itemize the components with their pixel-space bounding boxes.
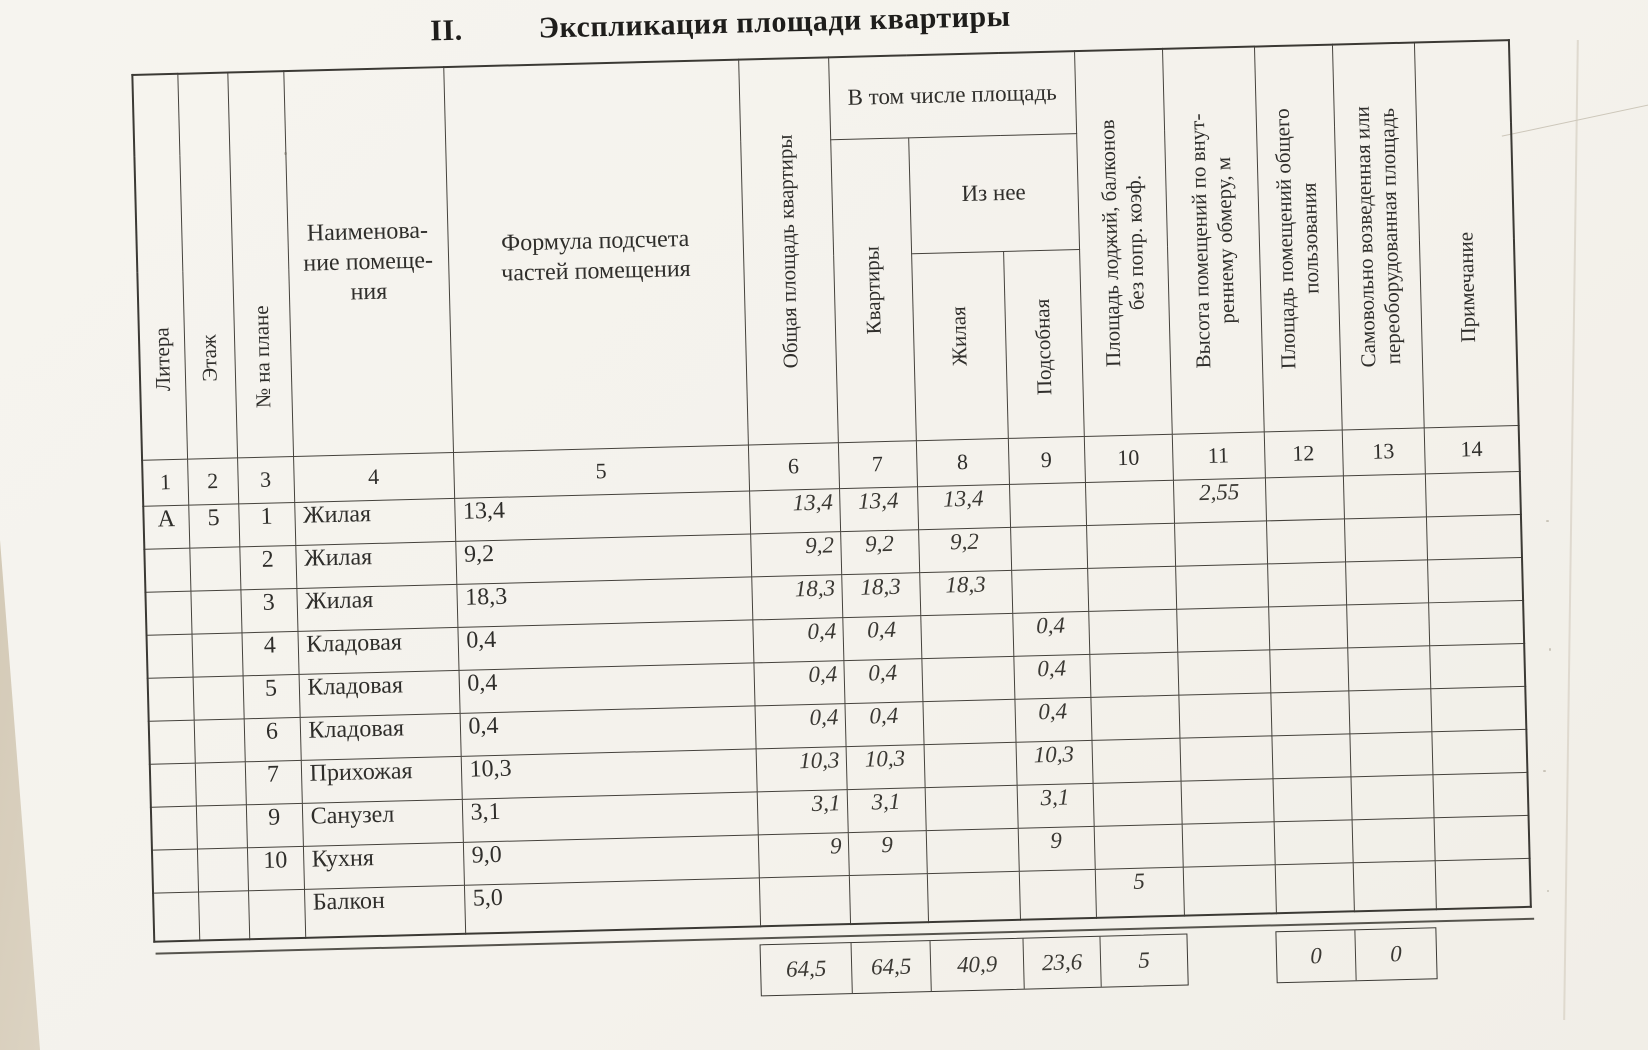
cell-living-area [920,613,1013,658]
header-group-of-it: Из нее [908,133,1079,253]
cell-litera [144,548,190,592]
cell-height [1183,864,1276,915]
cell-floor [194,718,245,762]
total-area-sum: 64,5 [761,943,853,995]
cell-flat-area [843,658,922,703]
scan-speck [1547,890,1549,892]
cell-height [1181,778,1274,823]
cell-loggia-area [1094,824,1183,869]
cell-note [1428,600,1524,645]
cell-plan-number: 2 [239,545,296,589]
header-unauthorized-area [1332,43,1424,430]
cell-plan-number: 7 [245,760,302,804]
cell-room-name: Жилая [295,541,456,588]
explication-table [131,39,1532,943]
cell-total-area-value: 0,4 [807,617,837,644]
document-content [130,0,1550,982]
cell-plan-number: 4 [241,631,298,675]
cell-room-name: Прихожая [301,756,462,803]
header-row-1 [132,40,1511,157]
column-number: 12 [1264,429,1343,477]
header-note [1414,40,1519,427]
cell-plan-number: 1 [238,502,295,546]
cell-total-area [757,789,848,834]
cell-auxiliary-area [1017,783,1094,828]
cell-auxiliary-area-value: 3,1 [1040,783,1070,810]
header-plan-number-label: № на плане [248,304,276,409]
cell-auxiliary-area-value: 9 [1049,827,1063,853]
cell-total-area-value: 9,2 [804,531,835,558]
cell-auxiliary-area [1013,654,1090,699]
cell-height [1176,606,1269,651]
cell-auxiliary-area [1009,482,1086,527]
cell-floor [193,675,244,719]
cell-loggia-area [1090,695,1179,740]
cell-common-area [1273,776,1352,821]
column-number: 3 [237,456,294,503]
cell-flat-area [844,701,923,746]
cell-living-area [917,484,1010,529]
cell-auxiliary-area [1011,568,1088,613]
cell-total-area [759,875,850,926]
cell-flat-area [841,572,920,617]
cell-common-area [1271,733,1350,778]
cell-flat-area-value: 13,4 [857,487,899,514]
cell-formula: 0,4 [458,662,754,712]
cell-formula: 13,4 [454,490,750,540]
scan-speck [1543,770,1546,772]
cell-formula: 3,1 [462,791,758,841]
total-auxiliary-sum: 23,6 [1023,937,1101,989]
cell-total-area-value: 13,4 [792,488,834,515]
cell-loggia-area [1086,523,1175,568]
cell-flat-area-value: 9 [880,831,894,857]
cell-note [1429,643,1525,688]
cell-flat-area [848,830,927,875]
cell-total-area-value: 10,3 [798,746,840,773]
header-plan-number [227,71,293,457]
header-height-label: Высота помещений по внут- реннему обмеру, м [1184,113,1239,369]
cell-litera [147,634,193,678]
cell-floor [198,890,249,940]
cell-height [1173,477,1266,522]
cell-room-name: Жилая [294,498,455,545]
header-floor-label: Этаж [196,334,222,382]
cell-floor [196,804,247,848]
cell-formula: 0,4 [460,705,756,755]
cell-note [1430,686,1526,731]
header-common-area-label: Площадь помещений общего пользования [1269,107,1324,370]
cell-formula: 18,3 [456,576,752,626]
cell-common-area [1268,604,1347,649]
cell-litera [152,849,198,893]
cell-unauthorized-area [1348,688,1431,733]
cell-flat-area [847,787,926,832]
cell-formula: 0,4 [457,619,753,669]
header-total-area [738,57,838,444]
header-unauthorized-area-label: Самовольно возведенная или переоборудованная площадь [1349,105,1406,368]
cell-total-area [751,574,842,619]
cell-total-area-value: 9 [829,832,842,859]
cell-auxiliary-area [1014,697,1091,742]
cell-living-area [927,871,1020,922]
header-flat-area-label: Квартиры [859,245,886,335]
cell-auxiliary-area-value: 10,3 [1033,740,1075,767]
cell-litera [151,806,197,850]
cell-flat-area-value: 0,4 [868,659,898,686]
total-loggia-sum: 5 [1137,947,1151,973]
cell-flat-area [839,486,918,531]
cell-total-area-value: 18,3 [794,574,836,601]
cell-loggia-area [1085,480,1174,525]
cell-flat-area [849,873,928,924]
column-number: 4 [293,452,454,502]
cell-plan-number: 3 [240,588,297,632]
cell-total-area-value: 3,1 [811,789,841,816]
document-title [430,0,1011,48]
cell-flat-area [846,744,925,789]
cell-total-area-value: 0,4 [808,660,838,687]
cell-common-area [1266,518,1345,563]
cell-loggia-area [1089,652,1178,697]
cell-total-area [756,746,847,791]
cell-living-area-value: 13,4 [942,485,984,512]
column-number: 2 [187,457,238,504]
cell-auxiliary-area-value: 0,4 [1038,698,1068,724]
cell-note [1426,514,1522,559]
cell-common-area [1265,475,1344,520]
cell-room-name: Кухня [303,842,464,889]
cell-plan-number: 10 [247,846,304,890]
cell-auxiliary-area [1012,611,1089,656]
cell-plan-number: 6 [244,717,301,761]
header-loggia-area [1074,49,1172,436]
cell-loggia-area-value: 5 [1132,868,1146,894]
cell-litera [150,763,196,807]
cell-living-area [921,656,1014,701]
header-litera-label: Литера [149,326,175,392]
totals-box-zero [1275,927,1437,983]
column-number: 9 [1008,436,1085,484]
cell-plan-number: 9 [246,803,303,847]
cell-living-area [926,828,1019,873]
cell-loggia-area [1093,781,1182,826]
column-number: 11 [1172,431,1265,479]
cell-common-area [1267,561,1346,606]
cell-common-area [1270,690,1349,735]
cell-note [1427,557,1523,602]
cell-living-area-value: 9,2 [949,528,980,554]
header-flat-area [830,137,916,442]
cell-litera [149,720,195,764]
page-title: Экспликация площади квартиры [538,0,1011,45]
cell-room-name: Жилая [296,584,457,631]
cell-room-name: Кладовая [297,627,458,674]
cell-total-area [752,617,843,662]
cell-litera [148,677,194,721]
cell-room-name: Кладовая [300,713,461,760]
cell-living-area [924,742,1017,787]
cell-room-name: Балкон [304,885,465,938]
cell-total-area [750,531,841,576]
cell-flat-area [840,529,919,574]
cell-floor [197,847,248,891]
header-living-area [911,251,1008,440]
cell-total-area [758,832,849,877]
column-number: 5 [453,444,749,497]
cell-height [1179,735,1272,780]
cell-unauthorized-area [1344,516,1427,561]
cell-loggia-area [1091,738,1180,783]
cell-note [1435,858,1531,909]
cell-auxiliary-area-value: 0,4 [1036,655,1067,681]
header-auxiliary-area-label: Подсобная [1029,298,1057,396]
cell-unauthorized-area [1343,473,1426,518]
total-flat-sum: 64,5 [852,941,932,993]
column-number: 10 [1084,434,1173,482]
cell-flat-area [842,615,921,660]
cell-plan-number: 5 [243,674,300,718]
cell-height [1174,520,1267,565]
cell-total-area-value: 0,4 [809,703,839,730]
cell-unauthorized-area [1346,602,1429,647]
totals-box-areas [760,934,1189,997]
cell-unauthorized-area [1347,645,1430,690]
cell-flat-area-value: 18,3 [860,573,901,600]
cell-litera [153,892,199,942]
column-number: 1 [142,459,188,506]
cell-flat-area-value: 3,1 [871,788,901,814]
cell-flat-area-value: 10,3 [864,745,906,772]
cell-living-area [919,570,1012,615]
header-room-name: Наименова- ние помеще- ния [283,67,453,456]
cell-unauthorized-area [1353,860,1436,911]
cell-height [1178,692,1271,737]
column-number: 14 [1424,425,1520,473]
cell-formula: 9,0 [463,834,759,884]
cell-height [1175,563,1268,608]
cell-unauthorized-area [1352,817,1435,862]
cell-total-area [753,660,844,705]
cell-room-name: Кладовая [299,670,460,717]
cell-flat-area-value: 0,4 [869,702,899,729]
cell-flat-area-value: 9,2 [864,530,895,557]
cell-common-area [1275,862,1354,913]
cell-floor: 5 [188,503,239,547]
cell-total-area [749,488,840,533]
cell-room-name: Санузел [302,799,463,846]
header-group-including: В том числе площадь [828,51,1076,139]
header-auxiliary-area [1003,249,1084,438]
total-unauthorized-sum: 0 [1389,941,1403,967]
column-number: 7 [838,440,917,488]
cell-total-area [754,703,845,748]
column-number: 6 [748,442,839,490]
cell-litera: А [143,505,189,549]
header-height [1162,47,1264,434]
cell-loggia-area [1095,867,1184,918]
cell-note [1434,815,1530,860]
cell-litera [145,591,191,635]
total-living-sum: 40,9 [931,939,1025,991]
cell-formula: 5,0 [464,877,760,933]
cell-unauthorized-area [1349,731,1432,776]
total-common-sum: 0 [1276,930,1356,982]
cell-auxiliary-area [1018,826,1095,871]
cell-height [1177,649,1270,694]
cell-floor [189,546,240,590]
cell-unauthorized-area [1350,774,1433,819]
cell-note [1432,772,1528,817]
cell-living-area [925,785,1018,830]
cell-unauthorized-area [1345,559,1428,604]
header-common-area [1254,45,1342,432]
cell-floor [191,632,242,676]
cell-plan-number [248,889,305,939]
cell-flat-area-value: 0,4 [866,616,897,643]
cell-floor [190,589,241,633]
cell-living-area [922,699,1015,744]
paper-fold-line [1563,40,1579,1020]
column-number: 13 [1342,427,1425,475]
header-note-label: Примечание [1453,232,1481,344]
cell-living-area-value: 18,3 [945,571,986,598]
cell-common-area [1269,647,1348,692]
header-living-area-label: Жилая [946,306,972,367]
scan-speck [1546,520,1549,522]
scan-speck [1549,648,1551,651]
cell-loggia-area [1087,566,1176,611]
cell-auxiliary-area [1019,869,1096,920]
cell-height-value: 2,55 [1198,478,1240,505]
cell-floor [195,761,246,805]
cell-formula: 10,3 [461,748,757,798]
cell-auxiliary-area-value: 0,4 [1035,612,1066,638]
cell-note [1425,471,1521,516]
header-formula: Формула подсчета частей помещения [443,60,748,452]
cell-loggia-area [1088,609,1177,654]
cell-height [1182,821,1275,866]
header-total-area-label: Общая площадь квартиры [772,133,803,369]
header-loggia-area-label: Площадь лоджий, балконов без попр. коэф. [1095,118,1149,368]
cell-living-area [918,527,1011,572]
section-numeral: II. [429,13,464,48]
scan-edge-wedge [0,540,40,1050]
cell-formula: 9,2 [455,533,751,583]
cell-auxiliary-area [1015,740,1092,785]
cell-note [1431,729,1527,774]
column-number: 8 [916,438,1009,486]
cell-auxiliary-area [1010,525,1087,570]
cell-common-area [1274,819,1353,864]
